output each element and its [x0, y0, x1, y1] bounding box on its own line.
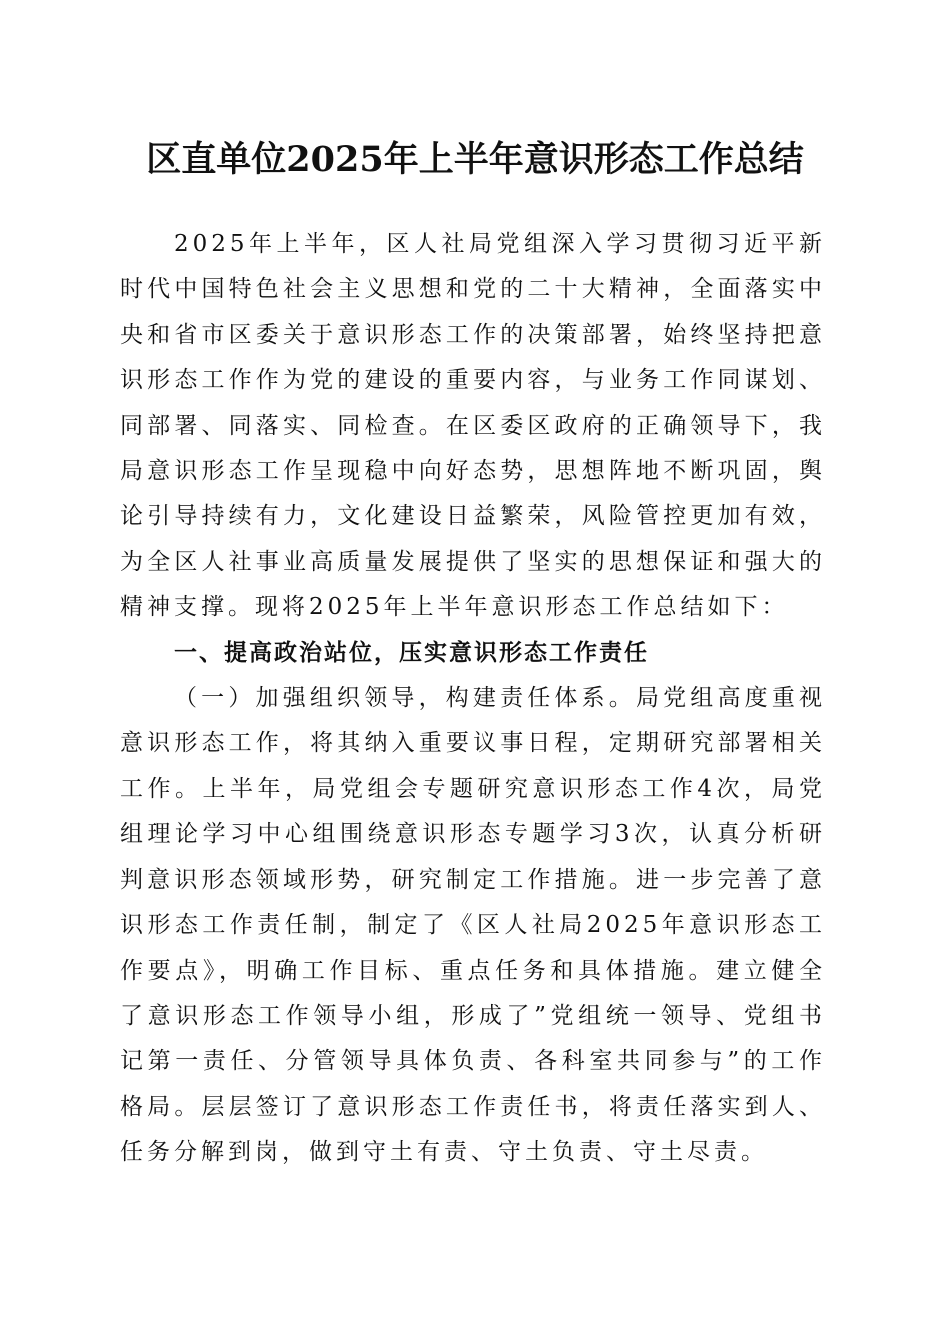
section-heading-1: 一、提高政治站位，压实意识形态工作责任 [174, 639, 649, 666]
section-1-paragraph-1: （一）加强组织领导，构建责任体系。局党组高度重视意识形态工作，将其纳入重要议事日程，定期研究部署相关工作。上半年，局党组会专题研究意识形态工作4次，局党组理论学习中心组围绕意识形态专题学习3次，认真分析研判意识形态领域形势，研究制定工作措施。进一步完善了意识形态工作责任制，制定了《区人社局2025年意识形态工作要点》，明确工作目标、重点任务和具体措施。建立健全了意识形态工作领导小组，形成了”党组统一领导、党组书记第一责任、分管领导具体负责、各科室共同参与”的工作格局。层层签订了意识形态工作责任书，将责任落实到人、任务分解到岗，做到守土有责、守土负责、守土尽责。 [120, 685, 826, 1166]
intro-paragraph: 2025年上半年，区人社局党组深入学习贯彻习近平新时代中国特色社会主义思想和党的二十大精神，全面落实中央和省市区委关于意识形态工作的决策部署，始终坚持把意识形态工作作为党的建设的重要内容，与业务工作同谋划、同部署、同落实、同检查。在区委区政府的正确领导下，我局意识形态工作呈现稳中向好态势，思想阵地不断巩固，舆论引导持续有力，文化建设日益繁荣，风险管控更加有效，为全区人社事业高质量发展提供了坚实的思想保证和强大的精神支撑。现将2025年上半年意识形态工作总结如下： [120, 231, 826, 621]
document-body [120, 222, 826, 1176]
document-title: 区直单位2025年上半年意识形态工作总结 [146, 139, 804, 180]
